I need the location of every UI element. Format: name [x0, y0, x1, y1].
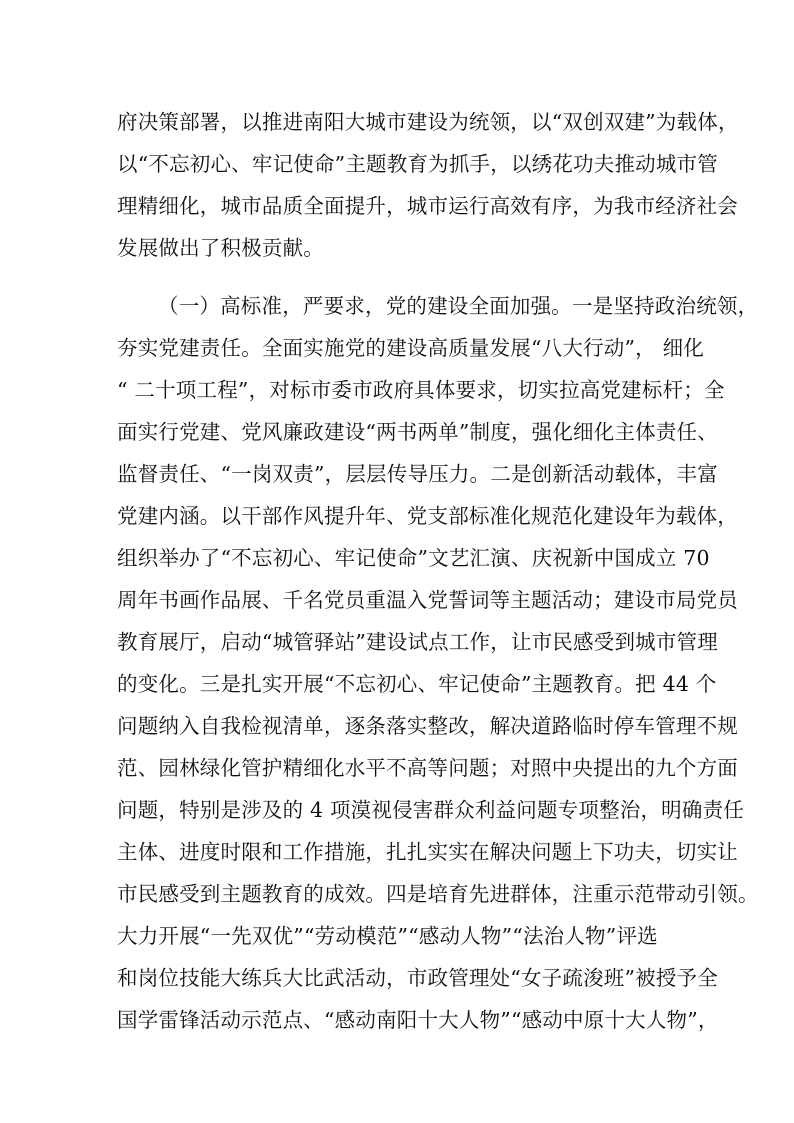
text-line: 大力开展“一先双优”“劳动模范”“感动人物”“法治人物”评选 [117, 924, 658, 948]
text-line: 教育展厅，启动“城管驿站”建设试点工作，让市民感受到城市管理 [117, 630, 718, 654]
text-line: 以“不忘初心、牢记使命”主题教育为抓手，以绣花功夫推动城市管 [117, 152, 718, 176]
text-line: 市民感受到主题教育的成效。四是培育先进群体，注重示范带动引领。 [117, 882, 759, 906]
text-line: 党建内涵。以干部作风提升年、党支部标准化规范化建设年为载体， [117, 504, 738, 528]
text-line: 组织举办了“不忘初心、牢记使命”文艺汇演、庆祝新中国成立 70 [117, 546, 710, 570]
text-line: 夯实党建责任。全面实施党的建设高质量发展“八大行动”， 细化 [117, 336, 704, 360]
text-line: 范、园林绿化管护精细化水平不高等问题；对照中央提出的九个方面 [117, 756, 738, 780]
text-line: 的变化。三是扎实开展“不忘初心、牢记使命”主题教育。把 44 个 [117, 672, 717, 696]
text-line: 府决策部署，以推进南阳大城市建设为统领，以“双创双建”为载体， [117, 110, 739, 134]
text-line: 发展做出了积极贡献。 [117, 236, 324, 260]
text-line: 问题纳入自我检视清单，逐条落实整改，解决道路临时停车管理不规 [117, 714, 738, 738]
text-line: 问题，特别是涉及的 4 项漠视侵害群众利益问题专项整治，明确责任 [117, 798, 744, 822]
text-line: 理精细化，城市品质全面提升，城市运行高效有序，为我市经济社会 [117, 194, 738, 218]
text-line: 监督责任、“一岗双责”，层层传导压力。二是创新活动载体，丰富 [117, 462, 718, 486]
text-line: 面实行党建、党风廉政建设“两书两单”制度，强化细化主体责任、 [117, 420, 718, 444]
text-line: （一）高标准，严要求，党的建设全面加强。一是坚持政治统领， [158, 294, 759, 318]
text-line: 周年书画作品展、千名党员重温入党誓词等主题活动；建设市局党员 [117, 588, 738, 612]
text-line: “ 二十项工程”，对标市委市政府具体要求，切实拉高党建标杆；全 [117, 378, 725, 402]
text-line: 和岗位技能大练兵大比武活动，市政管理处“女子疏浚班”被授予全 [117, 966, 718, 990]
text-line: 国学雷锋活动示范点、“感动南阳十大人物”“感动中原十大人物”， [117, 1008, 719, 1032]
text-line: 主体、进度时限和工作措施，扎扎实实在解决问题上下功夫，切实让 [117, 840, 738, 864]
